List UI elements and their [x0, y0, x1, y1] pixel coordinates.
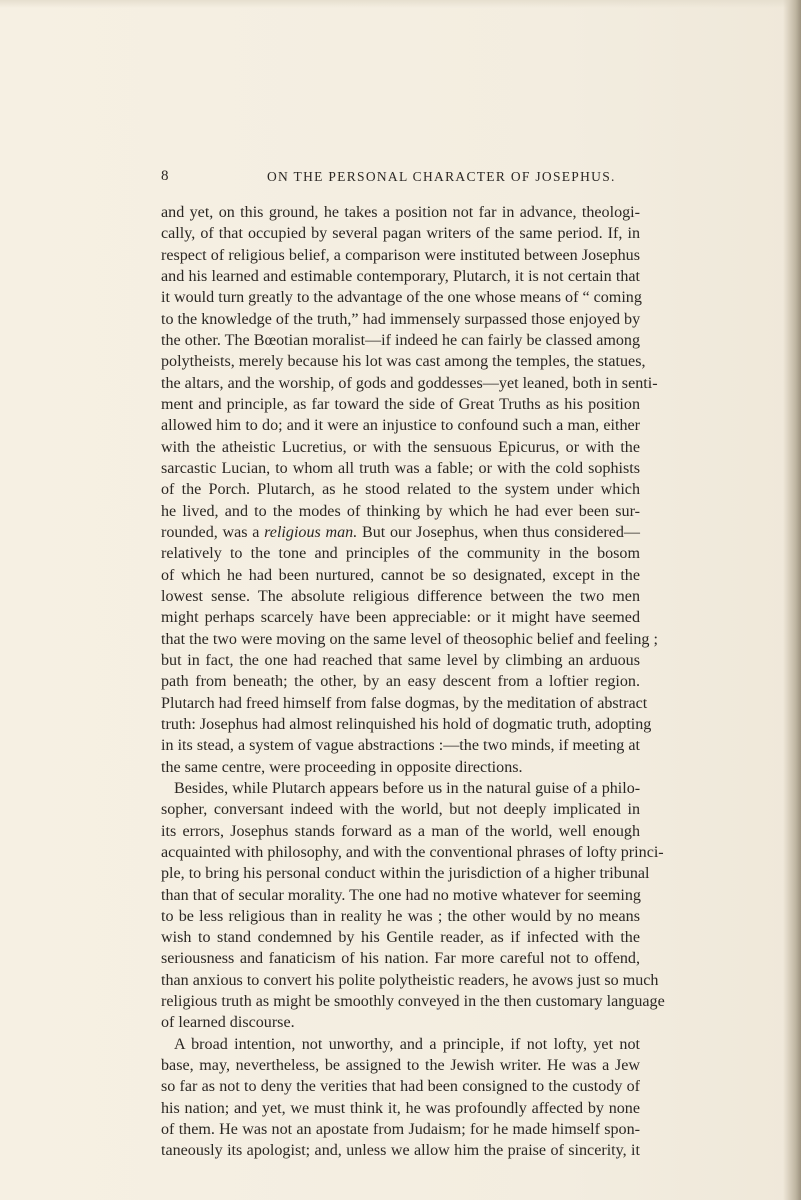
page-top-edge: [0, 0, 801, 8]
text-line: sopher, conversant indeed with the world, but not deeply implicated in: [161, 801, 640, 819]
text-line: relatively to the tone and principles of the community in the bosom: [161, 545, 640, 563]
body-text: [161, 202, 665, 1162]
page-edge-shadow: [783, 0, 801, 1200]
text-line: with the atheistic Lucretius, or with the sensuous Epicurus, or with the: [161, 438, 640, 456]
text-line: Besides, while Plutarch appears before us in the natural guise of a philo-: [174, 779, 641, 797]
text-line: the altars, and the worship, of gods and goddesses—yet leaned, both in senti-: [161, 374, 658, 392]
italic-phrase: religious man.: [264, 523, 358, 541]
text-line: religious truth as might be smoothly conveyed in the then customary language: [161, 993, 665, 1011]
text-line: lowest sense. The absolute religious difference between the two men: [161, 587, 640, 605]
text-line: seriousness and fanaticism of his nation. Far more careful not to offend,: [161, 950, 640, 968]
text-line: to the knowledge of the truth,” had immensely surpassed those enjoyed by: [161, 310, 641, 328]
text-line: allowed him to do; and it were an injustice to confound such a man, either: [161, 417, 640, 435]
text-line: and his learned and estimable contemporary, Plutarch, it is not certain that: [161, 267, 640, 285]
text-line: the other. The Bœotian moralist—if indeed he can fairly be classed among: [161, 331, 640, 349]
text-line: taneously its apologist; and, unless we allow him the praise of sincerity, it: [161, 1142, 640, 1160]
text-line: polytheists, merely because his lot was cast among the temples, the statues,: [161, 353, 646, 371]
text-line: he lived, and to the modes of thinking by which he had ever been sur-: [161, 502, 640, 520]
running-head: ON THE PERSONAL CHARACTER OF JOSEPHUS.: [267, 169, 616, 184]
text-line: of the Porch. Plutarch, as he stood related to the system under which: [161, 481, 640, 499]
text-line: respect of religious belief, a comparison were instituted between Josephus: [161, 246, 640, 264]
text-line: might perhaps scarcely have been appreciable: or it might have seemed: [161, 609, 640, 627]
text-segment: But our Josephus, when thus considered—: [357, 523, 640, 541]
text-line: sarcastic Lucian, to whom all truth was a fable; or with the cold sophists: [161, 459, 640, 477]
text-line: cally, of that occupied by several pagan writers of the same period. If, in: [161, 225, 640, 243]
text-line: wish to stand condemned by his Gentile reader, as if infected with the: [161, 929, 640, 947]
text-line: it would turn greatly to the advantage of the one whose means of “ coming: [161, 289, 642, 307]
text-line: than anxious to convert his polite polytheistic readers, he avows just so much: [161, 971, 659, 989]
text-line: A broad intention, not unworthy, and a principle, if not lofty, yet not: [174, 1035, 640, 1053]
text-line: Plutarch had freed himself from false dogmas, by the meditation of abstract: [161, 694, 648, 712]
text-line: to be less religious than in reality he was ; the other would by no means: [161, 907, 640, 925]
text-line: but in fact, the one had reached that same level by climbing an arduous: [161, 651, 640, 669]
text-line: so far as not to deny the verities that had been consigned to the custody of: [161, 1078, 640, 1096]
text-line: of learned discourse.: [161, 1014, 295, 1032]
text-line: path from beneath; the other, by an easy descent from a loftier region.: [161, 673, 640, 691]
text-line: base, may, nevertheless, be assigned to the Jewish writer. He was a Jew: [161, 1057, 640, 1075]
text-line: and yet, on this ground, he takes a position not far in advance, theologi-: [161, 204, 640, 221]
text-line: his nation; and yet, we must think it, he was profoundly affected by none: [161, 1099, 640, 1117]
text-line-mixed: [161, 522, 640, 543]
text-line: acquainted with philosophy, and with the conventional phrases of lofty princi-: [161, 843, 664, 861]
text-line: than that of secular morality. The one had no motive whatever for seeming: [161, 886, 641, 904]
text-line: truth: Josephus had almost relinquished his hold of dogmatic truth, adopting: [161, 715, 652, 733]
text-line: its errors, Josephus stands forward as a man of the world, well enough: [161, 822, 640, 840]
page-number: 8: [161, 168, 169, 184]
text-line: that the two were moving on the same level of theosophic belief and feeling ;: [161, 630, 658, 648]
text-line: ment and principle, as far toward the side of Great Truths as his position: [161, 395, 640, 413]
text-segment: rounded, was a: [161, 523, 265, 541]
text-line: in its stead, a system of vague abstractions :—the two minds, if meeting at: [161, 737, 640, 755]
text-line: ple, to bring his personal conduct within the jurisdiction of a higher tribunal: [161, 865, 650, 883]
text-line: the same centre, were proceeding in opposite directions.: [161, 758, 523, 776]
page-header: [161, 168, 641, 192]
text-line: of them. He was not an apostate from Judaism; for he made himself spon-: [161, 1121, 640, 1139]
text-line: of which he had been nurtured, cannot be so designated, except in the: [161, 566, 640, 584]
